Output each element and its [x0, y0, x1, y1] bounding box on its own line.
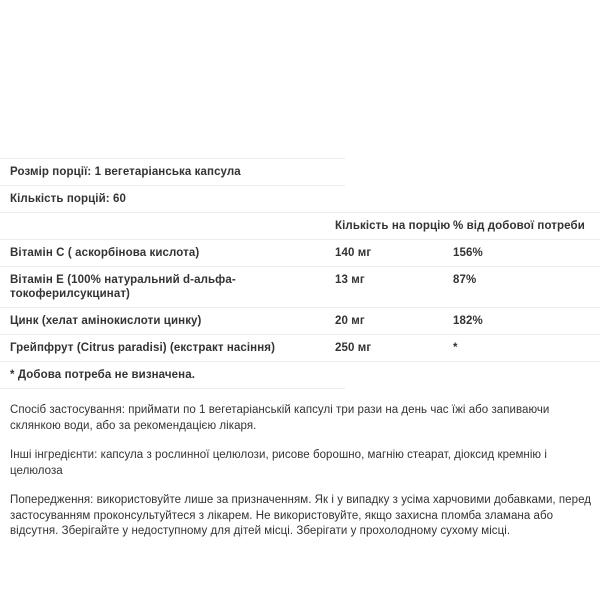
daily-value-footnote: * Добова потреба не визначена.: [10, 369, 196, 381]
top-spacer: [0, 0, 600, 158]
nutrient-amount: 20 мг: [335, 315, 365, 327]
servings-per-container-row: Кількість порцій: 60: [10, 193, 126, 205]
nutrient-daily-value: 87%: [453, 274, 477, 286]
nutrient-name: Цинк (хелат амінокислоти цинку): [10, 315, 202, 327]
table-row: [0, 335, 600, 361]
nutrient-amount: 13 мг: [335, 274, 365, 286]
directions-paragraph: Спосіб застосування: приймати по 1 вегетаріанській капсулі три рази на день час їжі або запиваючи склянкою води, або за рекомендацією лікаря.: [10, 404, 550, 432]
nutrient-amount: 250 мг: [335, 342, 372, 354]
label-text-sections: [0, 389, 600, 540]
warning-paragraph: Попередження: використовуйте лише за призначенням. Як і у випадку з усіма харчовими добавками, перед застосуванням проконсультуйтеся з лікарем. Не використовуйте, якщо захисна пломба зламана або відсутня. Зберігайте у недоступному для дітей місці. Зберігати у прохолодному сухому місці.: [10, 494, 592, 537]
nutrient-amount: 140 мг: [335, 247, 372, 259]
nutrient-name: Грейпфрут (Citrus paradisi) (екстракт насіння): [10, 342, 276, 354]
table-header-row: [0, 213, 600, 239]
nutrient-daily-value: 156%: [453, 247, 483, 259]
column-header-daily-value: % від добової потреби: [453, 220, 585, 232]
table-row: [0, 267, 600, 307]
column-header-amount-per-serving: Кількість на порцію: [335, 220, 451, 232]
serving-size-row: Розмір порції: 1 вегетаріанська капсула: [10, 166, 241, 178]
nutrient-name: Вітамін E (100% натуральний d-альфа-токоферилсукцинат): [10, 274, 236, 300]
other-ingredients-paragraph: Інші інгредієнти: капсула з рослинної целюлози, рисове борошно, магнію стеарат, діоксид кремнію і целюлоза: [10, 449, 547, 477]
table-row: [0, 240, 600, 266]
supplement-facts-table: [0, 158, 600, 389]
nutrient-daily-value: 182%: [453, 315, 483, 327]
nutrient-name: Вітамін C ( аскорбінова кислота): [10, 247, 200, 259]
nutrient-daily-value: *: [453, 342, 458, 354]
table-row: [0, 308, 600, 334]
